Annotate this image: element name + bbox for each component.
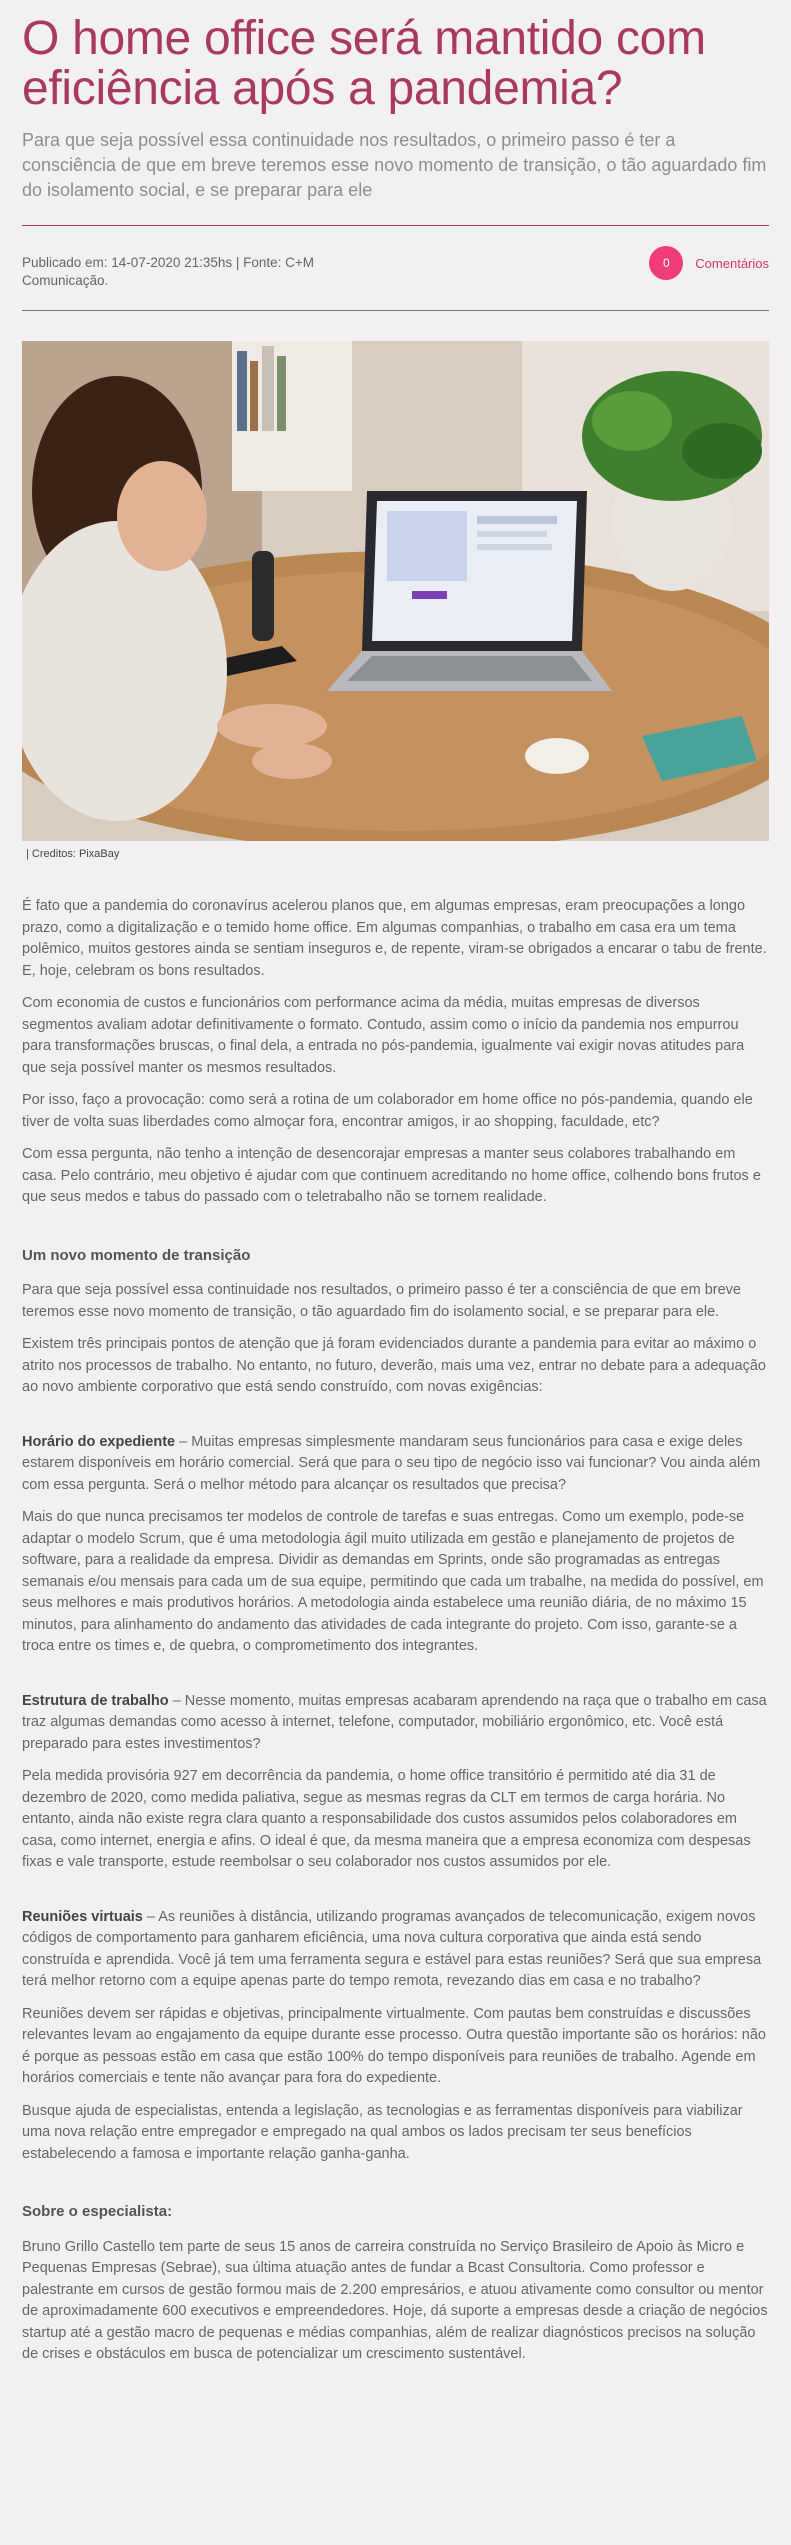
paragraph <box>22 1691 769 1756</box>
article-body <box>22 896 769 2366</box>
paragraph <box>22 1907 769 1993</box>
publish-info: Publicado em: 14-07-2020 21:35hs | Fonte: C+M Comunicação. <box>22 255 315 288</box>
paragraph: Com economia de custos e funcionários com performance acima da média, muitas empresas de diversos segmentos avaliam adotar definitivamente o formato. Contudo, assim como o início da pandemia nos empurrou para transformações bruscas, o final dela, a entrada no pós-pandemia, igualmente vai exigir novas atitudes para que seja possível manter os mesmos resultados. <box>22 995 745 1076</box>
paragraph: Mais do que nunca precisamos ter modelos de controle de tarefas e suas entregas. Como um exemplo, pode-se adaptar o modelo Scrum, que é uma metodologia ágil muito utilizada em gestão e planejamento de projetos de software, para a realidade da empresa. Dividir as demandas em Sprints, onde são programadas as entregas semanais e/ou mensais para cada um de sua equipe, permitindo que cada um trabalhe, na medida do possível, em seus melhores e mais produtivos horários. A metodologia ainda estabelece uma reunião diária, de no máximo 15 minutos, para alinhamento do andamento das atividades de cada integrante do projeto. Com isso, garante-se a troca entre os times e, de quebra, o comprometimento dos integrantes. <box>22 1509 764 1654</box>
article-meta <box>22 226 769 310</box>
photo-illustration <box>22 341 769 841</box>
spacer <box>22 1669 769 1691</box>
photo-caption: | Creditos: PixaBay <box>26 848 120 860</box>
paragraph: Com essa pergunta, não tenho a intenção de desencorajar empresas a manter seus colabores trabalhando em casa. Pelo contrário, meu objetivo é ajudar com que continuem acreditando no home office, colhendo bons frutos e que seus medos e tabus do passado com o teletrabalho não se tornem realidade. <box>22 1146 761 1205</box>
paragraph: Por isso, faço a provocação: como será a rotina de um colaborador em home office no pós-pandemia, quando ele tiver de volta suas liberdades como almoçar fora, encontrar amigos, ir ao shopping, faculdade, etc? <box>22 1092 753 1130</box>
spacer <box>22 1410 769 1432</box>
paragraph: Bruno Grillo Castello tem parte de seus 15 anos de carreira construída no Serviço Brasileiro de Apoio às Micro e Pequenas Empresas (Sebrae), sua última atuação antes de fundar a Bcast Consultoria. Como professor e palestrante em cursos de gestão formou mais de 2.200 empresários, e atuou ativamente como consultor ou mentor de aproximadamente 600 executivos e empreendedores. Hoje, dá suporte a empresas desde a criação de negócios startup até a gestão macro de pequenas e médias companhias, além de realizar diagnósticos precisos na solução de crises e obstáculos em busca de potencializar um crescimento sustentável. <box>22 2238 768 2362</box>
lead-term: Horário do expediente <box>22 1433 176 1450</box>
comments-label[interactable]: Comentários <box>695 255 769 271</box>
section-heading: Um novo momento de transição <box>22 1246 251 1264</box>
paragraph: Existem três principais pontos de atenção que já foram evidenciados durante a pandemia para evitar ao máximo o atrito nos processos de trabalho. No entanto, no futuro, deverão, mais uma vez, entrar no debate para a adequação ao novo ambiente corporativo que está sendo construído, com novas exigências: <box>22 1336 766 1395</box>
paragraph <box>22 1432 769 1497</box>
paragraph-text: – As reuniões à distância, utilizando programas avançados de telecomunicação, exigem novos códigos de comportamento para ganharem eficiência, uma nova cultura corporativa que ainda está sendo construída e aprendida. Você já tem uma ferramenta segura e estável para estas reuniões? Será que sua empresa terá melhor retorno com a equipe apenas parte do tempo remota, revezando dias em casa e no trabalho? <box>22 1908 762 1989</box>
spacer <box>22 1885 769 1907</box>
article-subtitle: Para que seja possível essa continuidade nos resultados, o primeiro passo é ter a consciência de que em breve teremos esse novo momento de transição, o tão aguardado fim do isolamento social, e se preparar para ele <box>22 130 767 200</box>
paragraph: Pela medida provisória 927 em decorrência da pandemia, o home office transitório é permitido até dia 31 de dezembro de 2020, como medida paliativa, segue as mesmas regras da CLT em termos de carga horária. No entanto, ainda não existe regra clara quanto a responsabilidade dos custos assumidos pelos colaboradores em casa, como internet, energia e afins. O ideal é que, da mesma maneira que a empresa economiza com despesas fixas e vale transporte, estude reembolsar o seu colaborador nos custos assumidos por ele. <box>22 1768 751 1870</box>
paragraph-text: – Nesse momento, muitas empresas acabaram aprendendo na raça que o trabalho em casa traz algumas demandas como acesso à internet, telefone, computador, mobiliário ergonômico, etc. Você está preparado para estes investimentos? <box>22 1692 767 1752</box>
paragraph: Para que seja possível essa continuidade nos resultados, o primeiro passo é ter a consciência de que em breve teremos esse novo momento de transição, o tão aguardado fim do isolamento social, e se preparar para ele. <box>22 1282 741 1320</box>
paragraph: Busque ajuda de especialistas, entenda a legislação, as tecnologias e as ferramentas disponíveis para viabilizar uma nova relação entre empregador e empregado na qual ambos os lados precisam ter seus benefícios estabelecendo a famosa e importante relação ganha-ganha. <box>22 2102 743 2162</box>
paragraph: É fato que a pandemia do coronavírus acelerou planos que, em algumas empresas, eram preocupações a longo prazo, como a digitalização e o temido home office. Em algumas companhias, o trabalho em casa era um tema polêmico, muitos gestores ainda se sentiam inseguros e, de repente, viram-se obrigados a encarar o tabu de frente. E, hoje, celebram os bons resultados. <box>22 898 767 979</box>
lead-term: Reuniões virtuais <box>22 1908 143 1925</box>
comment-count-badge[interactable]: 0 <box>649 246 683 280</box>
paragraph-text: – Muitas empresas simplesmente mandaram seus funcionários para casa e exige deles estarem disponíveis em horário comercial. Será que para o seu tipo de negócio isso vai funcionar? Vou ainda além com essa pergunta. Será o melhor método para alcançar os resultados que precisa? <box>22 1433 761 1493</box>
article-photo <box>22 341 769 841</box>
article-title: O home office será mantido com eficiência após a pandemia? <box>22 12 706 115</box>
comments-link[interactable] <box>649 246 769 280</box>
lead-term: Estrutura de trabalho <box>22 1692 169 1709</box>
section-heading: Sobre o especialista: <box>22 2203 173 2220</box>
meta-divider <box>22 310 769 311</box>
paragraph: Reuniões devem ser rápidas e objetivas, principalmente virtualmente. Com pautas bem construídas e discussões relevantes levam ao engajamento da equipe durante esse processo. Outra questão importante são os horários: não é porque as pessoas estão em casa que estão 100% do tempo disponíveis para reuniões de trabalho. Agende em horários comerciais e tente não avançar para fora do expediente. <box>22 2005 766 2086</box>
